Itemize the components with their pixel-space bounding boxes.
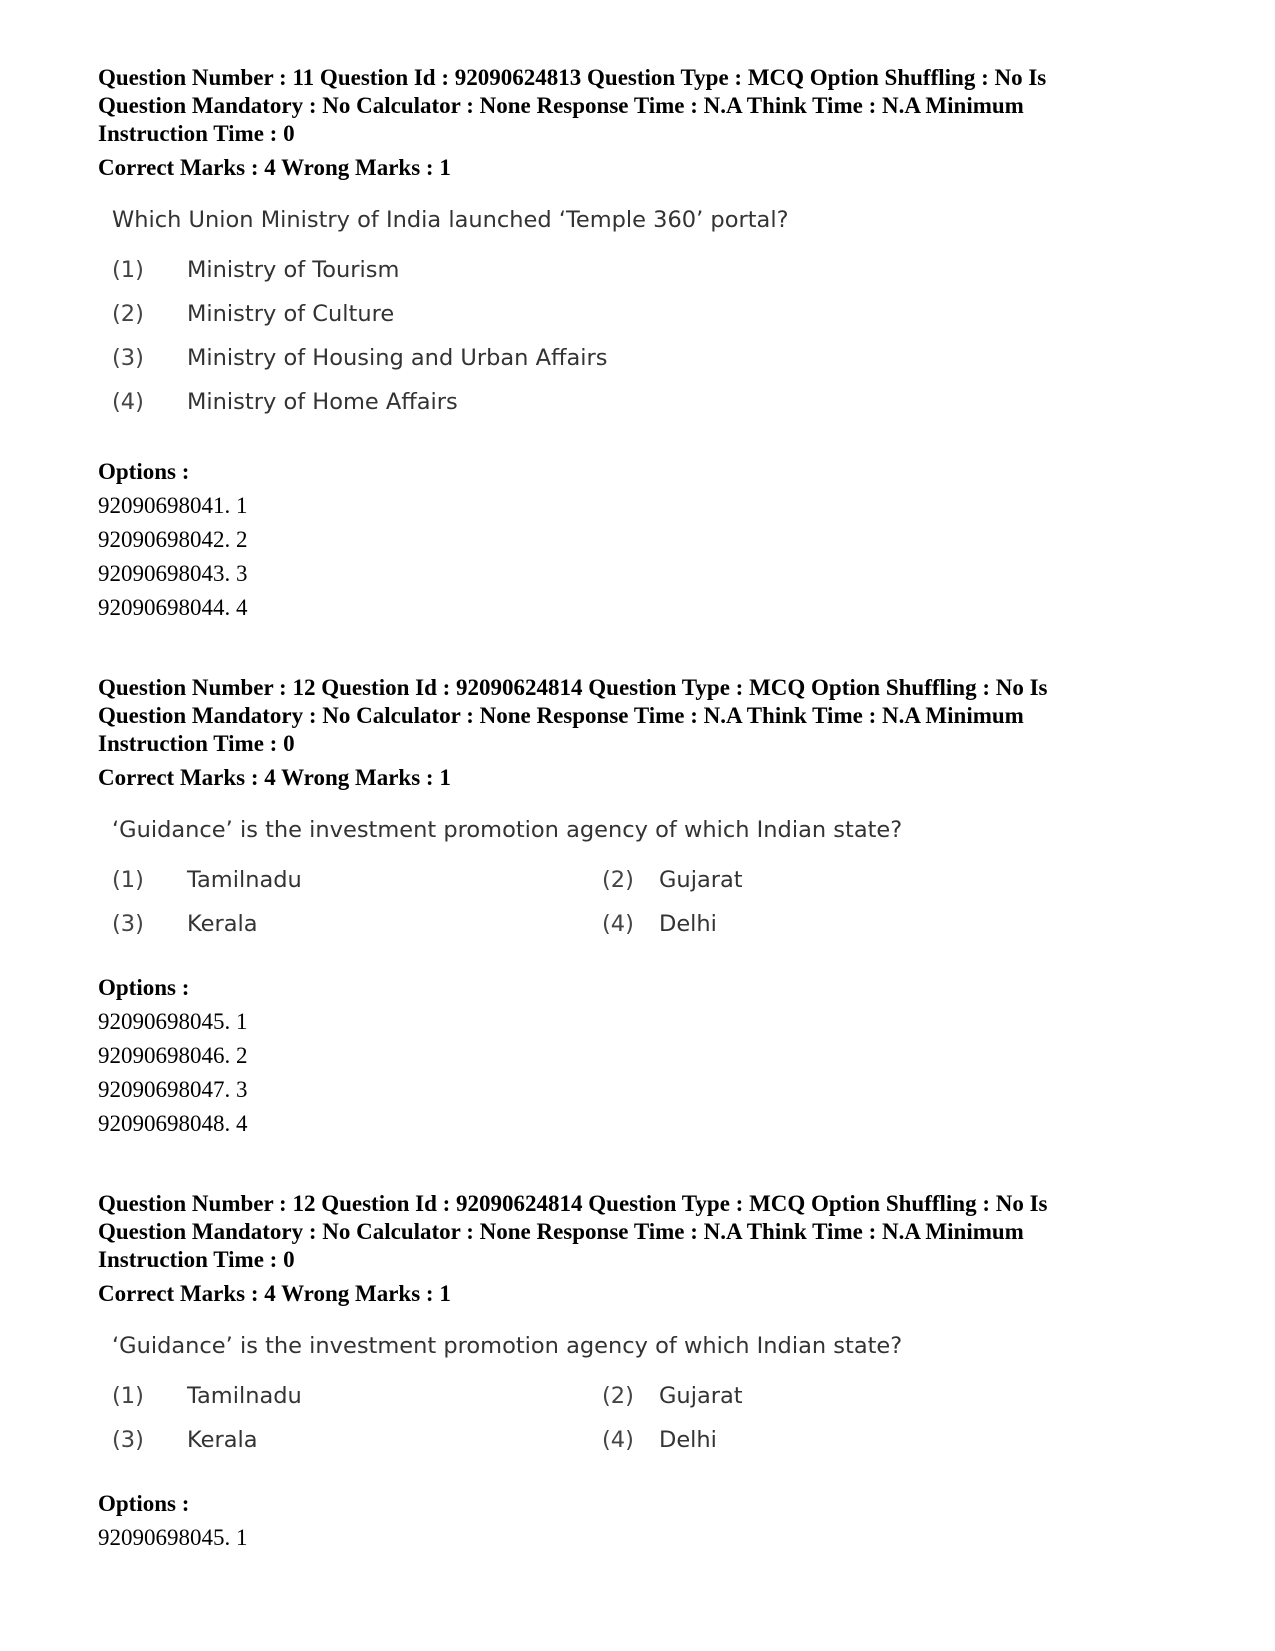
choice-number: (4) [602,1427,634,1453]
choice-text: Ministry of Tourism [187,257,400,283]
choice-text: Kerala [187,911,258,937]
options-list-12 [98,971,248,1141]
choice-text: Tamilnadu [187,1383,302,1409]
choice-row [112,858,1012,902]
options-label: Options : [98,1491,190,1516]
option-id: 92090698044. 4 [98,595,248,620]
option-id: 92090698045. 1 [98,1009,248,1034]
option-id: 92090698042. 2 [98,527,248,552]
choice-text: Ministry of Culture [187,301,395,327]
question-marks: Correct Marks : 4 Wrong Marks : 1 [98,1281,451,1306]
question-text: ‘Guidance’ is the investment promotion agency of which Indian state? [112,817,903,843]
choice-number: (3) [112,1427,144,1453]
choice-text: Gujarat [659,1383,743,1409]
choice-row [112,336,1012,380]
choice-row [112,1374,1012,1418]
option-id: 92090698045. 1 [98,1525,248,1550]
question-meta-line: Instruction Time : 0 [98,1247,295,1272]
choice-text: Ministry of Housing and Urban Affairs [187,345,608,371]
choice-number: (3) [112,911,144,937]
option-id: 92090698047. 3 [98,1077,248,1102]
options-label: Options : [98,975,190,1000]
option-id: 92090698043. 3 [98,561,248,586]
question-body-12-repeat [112,1331,1012,1462]
choice-number: (4) [112,389,144,415]
choice-number: (1) [112,1383,144,1409]
question-text: Which Union Ministry of India launched ‘Temple 360’ portal? [112,207,789,233]
question-meta-line: Question Number : 12 Question Id : 92090624814 Question Type : MCQ Option Shuffling : No Is [98,675,1048,700]
choice-text: Tamilnadu [187,867,302,893]
question-meta-line: Question Mandatory : No Calculator : None Response Time : N.A Think Time : N.A Minimum [98,93,1024,118]
choice-text: Ministry of Home Affairs [187,389,458,415]
question-meta-line: Question Mandatory : No Calculator : None Response Time : N.A Think Time : N.A Minimum [98,1219,1024,1244]
choice-number: (4) [602,911,634,937]
question-body-11 [112,205,1012,424]
choice-text: Gujarat [659,867,743,893]
option-id: 92090698048. 4 [98,1111,248,1136]
choice-number: (1) [112,257,144,283]
question-meta-line: Question Number : 11 Question Id : 92090624813 Question Type : MCQ Option Shuffling : No Is [98,65,1047,90]
choice-row [112,902,1012,946]
choice-number: (1) [112,867,144,893]
question-header-12 [98,674,1188,792]
question-marks: Correct Marks : 4 Wrong Marks : 1 [98,765,451,790]
choice-number: (3) [112,345,144,371]
question-meta-line: Instruction Time : 0 [98,731,295,756]
question-text: ‘Guidance’ is the investment promotion agency of which Indian state? [112,1333,903,1359]
question-meta-line: Instruction Time : 0 [98,121,295,146]
options-label: Options : [98,459,190,484]
question-body-12 [112,815,1012,946]
choice-row [112,1418,1012,1462]
choice-row [112,380,1012,424]
choice-number: (2) [112,301,144,327]
question-marks: Correct Marks : 4 Wrong Marks : 1 [98,155,451,180]
choice-number: (2) [602,1383,634,1409]
options-list-12-repeat [98,1487,248,1555]
question-header-11 [98,64,1188,182]
choice-text: Delhi [659,1427,717,1453]
option-id: 92090698046. 2 [98,1043,248,1068]
choice-text: Delhi [659,911,717,937]
question-meta-line: Question Number : 12 Question Id : 92090624814 Question Type : MCQ Option Shuffling : No Is [98,1191,1048,1216]
question-header-12-repeat [98,1190,1188,1308]
choice-number: (2) [602,867,634,893]
choice-text: Kerala [187,1427,258,1453]
option-id: 92090698041. 1 [98,493,248,518]
question-meta-line: Question Mandatory : No Calculator : None Response Time : N.A Think Time : N.A Minimum [98,703,1024,728]
choice-row [112,292,1012,336]
choice-row [112,248,1012,292]
options-list-11 [98,455,248,625]
